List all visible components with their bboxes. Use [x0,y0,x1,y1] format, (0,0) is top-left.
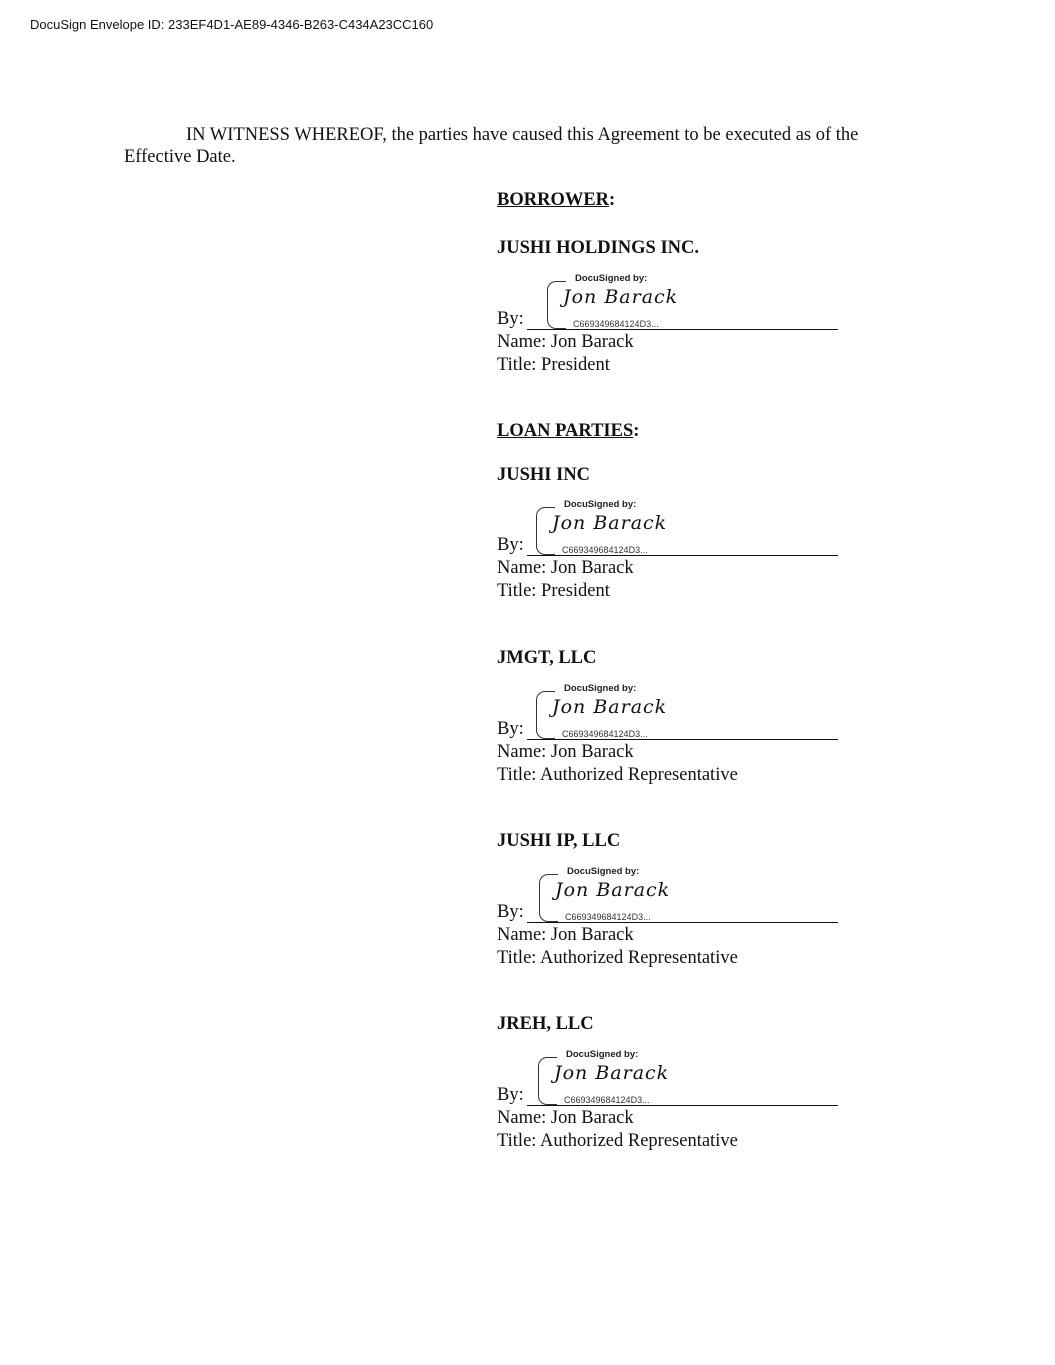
signature-block-loan-party [497,1049,857,1159]
signature-line [527,922,838,923]
borrower-entity-name: JUSHI HOLDINGS INC. [497,238,700,258]
signature-id: C669349684124D3... [562,545,648,555]
signer-title: Title: Authorized Representative [497,765,738,785]
docusigned-by-label: DocuSigned by: [564,683,637,694]
signature-image: Jon Barack [554,1062,670,1084]
signature-id: C669349684124D3... [573,319,659,329]
by-label: By: [497,1085,524,1105]
signer-name: Name: Jon Barack [497,742,634,762]
loan-party-entity-name: JREH, LLC [497,1014,594,1034]
docusign-stamp[interactable] [539,866,699,922]
signature-line [527,329,838,330]
signer-title: Title: President [497,581,610,601]
docusign-stamp[interactable] [538,1049,698,1105]
signature-block-loan-party [497,866,857,976]
loan-party-entity-name: JUSHI INC [497,465,591,485]
docusigned-by-label: DocuSigned by: [564,499,637,510]
by-label: By: [497,719,524,739]
signer-name: Name: Jon Barack [497,1108,634,1128]
signature-line [527,739,838,740]
signature-image: Jon Barack [563,286,679,308]
loan-parties-heading: LOAN PARTIES: [497,421,640,441]
witness-clause [124,124,904,168]
signature-id: C669349684124D3... [564,1095,650,1105]
signer-title: Title: Authorized Representative [497,1131,738,1151]
signer-name: Name: Jon Barack [497,558,634,578]
signature-block-loan-party [497,683,857,793]
signer-name: Name: Jon Barack [497,925,634,945]
signature-block-borrower [497,273,857,383]
signature-image: Jon Barack [552,512,668,534]
signature-id: C669349684124D3... [562,729,648,739]
docusigned-by-label: DocuSigned by: [567,866,640,877]
signature-image: Jon Barack [552,696,668,718]
signer-title: Title: President [497,355,610,375]
signer-title: Title: Authorized Representative [497,948,738,968]
loan-party-entity-name: JMGT, LLC [497,648,597,668]
witness-clause-text: IN WITNESS WHEREOF, the parties have caused this Agreement to be executed as of the Effective Date. [124,125,859,167]
by-label: By: [497,902,524,922]
docusign-stamp[interactable] [536,499,696,555]
docusigned-by-label: DocuSigned by: [575,273,648,284]
signature-line [527,555,838,556]
signature-line [527,1105,838,1106]
signature-id: C669349684124D3... [565,912,651,922]
borrower-heading: BORROWER: [497,190,616,210]
docusigned-by-label: DocuSigned by: [566,1049,639,1060]
envelope-id-header: DocuSign Envelope ID: 233EF4D1-AE89-4346-B263-C434A23CC160 [30,17,434,32]
by-label: By: [497,309,524,329]
signer-name: Name: Jon Barack [497,332,634,352]
signature-block-loan-party [497,499,857,609]
signature-image: Jon Barack [555,879,671,901]
by-label: By: [497,535,524,555]
docusign-stamp[interactable] [536,683,696,739]
docusign-stamp[interactable] [547,273,707,329]
loan-party-entity-name: JUSHI IP, LLC [497,831,621,851]
